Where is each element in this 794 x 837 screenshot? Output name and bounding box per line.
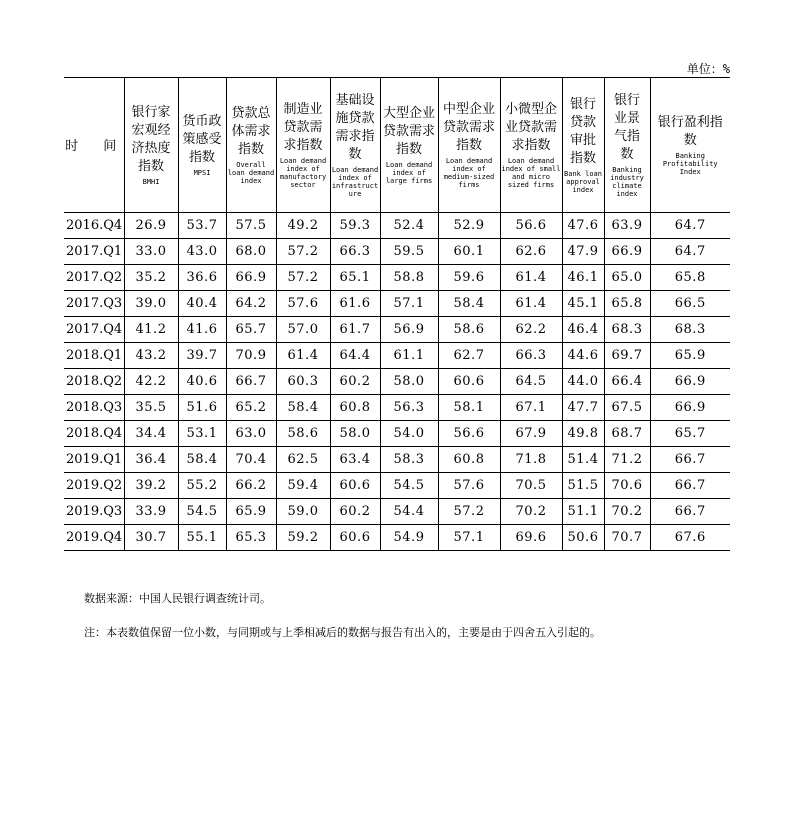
value-cell: 60.8 bbox=[438, 447, 500, 473]
value-cell: 30.7 bbox=[124, 525, 178, 551]
value-cell: 35.5 bbox=[124, 395, 178, 421]
header-cell bbox=[124, 78, 178, 213]
value-cell: 54.0 bbox=[380, 421, 438, 447]
value-cell: 33.0 bbox=[124, 239, 178, 265]
value-cell: 57.2 bbox=[276, 239, 330, 265]
value-cell: 66.9 bbox=[604, 239, 650, 265]
period-cell: 2017.Q3 bbox=[64, 291, 124, 317]
rounding-note: 注：本表数值保留一位小数，与同期或与上季相减后的数据与报告有出入的，主要是由于四舍五入引起的。 bbox=[84, 626, 601, 639]
value-cell: 58.6 bbox=[276, 421, 330, 447]
value-cell: 35.2 bbox=[124, 265, 178, 291]
header-cn: 银行业景气指数 bbox=[613, 93, 640, 162]
value-cell: 65.9 bbox=[650, 343, 730, 369]
header-en: Loan demand index of infrastructure bbox=[331, 166, 379, 198]
period-cell: 2017.Q4 bbox=[64, 317, 124, 343]
value-cell: 70.7 bbox=[604, 525, 650, 551]
value-cell: 53.1 bbox=[178, 421, 226, 447]
value-cell: 49.2 bbox=[276, 213, 330, 239]
value-cell: 54.9 bbox=[380, 525, 438, 551]
header-en: MPSI bbox=[193, 169, 211, 177]
table-row bbox=[64, 447, 730, 473]
value-cell: 58.0 bbox=[330, 421, 380, 447]
period-cell: 2019.Q1 bbox=[64, 447, 124, 473]
value-cell: 61.4 bbox=[500, 265, 562, 291]
value-cell: 64.7 bbox=[650, 213, 730, 239]
table-row bbox=[64, 291, 730, 317]
value-cell: 58.6 bbox=[438, 317, 500, 343]
value-cell: 66.4 bbox=[604, 369, 650, 395]
value-cell: 51.1 bbox=[562, 499, 604, 525]
value-cell: 41.6 bbox=[178, 317, 226, 343]
header-en: Banking industry climate index bbox=[610, 166, 644, 198]
value-cell: 54.5 bbox=[178, 499, 226, 525]
value-cell: 66.3 bbox=[330, 239, 380, 265]
value-cell: 62.7 bbox=[438, 343, 500, 369]
value-cell: 69.6 bbox=[500, 525, 562, 551]
value-cell: 67.5 bbox=[604, 395, 650, 421]
value-cell: 39.7 bbox=[178, 343, 226, 369]
header-row bbox=[64, 78, 730, 213]
header-cn: 小微型企业贷款需求指数 bbox=[504, 102, 557, 153]
value-cell: 62.2 bbox=[500, 317, 562, 343]
value-cell: 41.2 bbox=[124, 317, 178, 343]
value-cell: 52.4 bbox=[380, 213, 438, 239]
value-cell: 33.9 bbox=[124, 499, 178, 525]
value-cell: 68.7 bbox=[604, 421, 650, 447]
value-cell: 54.4 bbox=[380, 499, 438, 525]
header-cell bbox=[438, 78, 500, 213]
value-cell: 66.7 bbox=[226, 369, 276, 395]
table-body bbox=[64, 213, 730, 551]
value-cell: 66.2 bbox=[226, 473, 276, 499]
value-cell: 60.6 bbox=[330, 473, 380, 499]
value-cell: 51.4 bbox=[562, 447, 604, 473]
value-cell: 67.9 bbox=[500, 421, 562, 447]
table-row bbox=[64, 265, 730, 291]
value-cell: 47.6 bbox=[562, 213, 604, 239]
period-cell: 2019.Q2 bbox=[64, 473, 124, 499]
data-table bbox=[64, 77, 730, 551]
value-cell: 56.3 bbox=[380, 395, 438, 421]
unit-label: 单位：% bbox=[686, 62, 730, 76]
header-en: Bank loan approval index bbox=[564, 170, 602, 194]
table-row bbox=[64, 525, 730, 551]
header-cell bbox=[604, 78, 650, 213]
header-cn: 制造业贷款需求指数 bbox=[283, 102, 323, 153]
header-cell bbox=[276, 78, 330, 213]
value-cell: 57.1 bbox=[438, 525, 500, 551]
value-cell: 65.8 bbox=[604, 291, 650, 317]
period-cell: 2019.Q3 bbox=[64, 499, 124, 525]
value-cell: 70.9 bbox=[226, 343, 276, 369]
value-cell: 61.7 bbox=[330, 317, 380, 343]
value-cell: 67.1 bbox=[500, 395, 562, 421]
table-row bbox=[64, 213, 730, 239]
value-cell: 59.3 bbox=[330, 213, 380, 239]
value-cell: 57.5 bbox=[226, 213, 276, 239]
value-cell: 36.4 bbox=[124, 447, 178, 473]
value-cell: 58.4 bbox=[178, 447, 226, 473]
header-cn: 贷款总体需求指数 bbox=[231, 106, 271, 157]
value-cell: 67.6 bbox=[650, 525, 730, 551]
table-row bbox=[64, 239, 730, 265]
value-cell: 43.2 bbox=[124, 343, 178, 369]
header-cn: 大型企业贷款需求指数 bbox=[382, 106, 435, 157]
header-cell bbox=[380, 78, 438, 213]
value-cell: 36.6 bbox=[178, 265, 226, 291]
header-en: Loan demand index of small and micro sized firms bbox=[501, 157, 561, 189]
value-cell: 58.1 bbox=[438, 395, 500, 421]
table-row bbox=[64, 343, 730, 369]
period-cell: 2018.Q2 bbox=[64, 369, 124, 395]
data-source-note: 数据来源：中国人民银行调查统计司。 bbox=[84, 592, 271, 605]
value-cell: 58.3 bbox=[380, 447, 438, 473]
value-cell: 65.7 bbox=[650, 421, 730, 447]
period-cell: 2018.Q1 bbox=[64, 343, 124, 369]
value-cell: 66.9 bbox=[650, 369, 730, 395]
header-cn: 基础设施贷款需求指数 bbox=[335, 93, 375, 162]
value-cell: 57.1 bbox=[380, 291, 438, 317]
value-cell: 61.6 bbox=[330, 291, 380, 317]
value-cell: 59.4 bbox=[276, 473, 330, 499]
value-cell: 39.0 bbox=[124, 291, 178, 317]
header-cn: 银行贷款审批指数 bbox=[569, 97, 596, 166]
value-cell: 58.0 bbox=[380, 369, 438, 395]
value-cell: 59.0 bbox=[276, 499, 330, 525]
value-cell: 39.2 bbox=[124, 473, 178, 499]
value-cell: 68.3 bbox=[650, 317, 730, 343]
value-cell: 42.2 bbox=[124, 369, 178, 395]
header-cn: 银行家宏观经济热度指数 bbox=[131, 105, 171, 174]
value-cell: 68.3 bbox=[604, 317, 650, 343]
value-cell: 57.6 bbox=[276, 291, 330, 317]
value-cell: 57.2 bbox=[438, 499, 500, 525]
header-cell bbox=[650, 78, 730, 213]
value-cell: 66.5 bbox=[650, 291, 730, 317]
value-cell: 62.6 bbox=[500, 239, 562, 265]
value-cell: 55.2 bbox=[178, 473, 226, 499]
value-cell: 46.1 bbox=[562, 265, 604, 291]
value-cell: 40.6 bbox=[178, 369, 226, 395]
value-cell: 63.9 bbox=[604, 213, 650, 239]
header-cell bbox=[500, 78, 562, 213]
value-cell: 40.4 bbox=[178, 291, 226, 317]
header-en: BMHI bbox=[142, 178, 160, 186]
header-cell bbox=[178, 78, 226, 213]
value-cell: 60.3 bbox=[276, 369, 330, 395]
value-cell: 65.0 bbox=[604, 265, 650, 291]
value-cell: 63.4 bbox=[330, 447, 380, 473]
value-cell: 44.6 bbox=[562, 343, 604, 369]
value-cell: 58.4 bbox=[438, 291, 500, 317]
value-cell: 60.6 bbox=[438, 369, 500, 395]
value-cell: 34.4 bbox=[124, 421, 178, 447]
value-cell: 61.4 bbox=[276, 343, 330, 369]
value-cell: 60.1 bbox=[438, 239, 500, 265]
value-cell: 71.8 bbox=[500, 447, 562, 473]
header-en: Loan demand index of manufactory sector bbox=[279, 157, 327, 189]
header-en: Overall loan demand index bbox=[227, 161, 275, 185]
value-cell: 66.7 bbox=[650, 473, 730, 499]
value-cell: 65.3 bbox=[226, 525, 276, 551]
value-cell: 46.4 bbox=[562, 317, 604, 343]
header-cell bbox=[562, 78, 604, 213]
value-cell: 64.2 bbox=[226, 291, 276, 317]
value-cell: 60.8 bbox=[330, 395, 380, 421]
value-cell: 57.2 bbox=[276, 265, 330, 291]
value-cell: 51.6 bbox=[178, 395, 226, 421]
value-cell: 58.8 bbox=[380, 265, 438, 291]
header-cn: 中型企业贷款需求指数 bbox=[442, 102, 495, 153]
value-cell: 62.5 bbox=[276, 447, 330, 473]
value-cell: 58.4 bbox=[276, 395, 330, 421]
header-cn: 货币政策感受指数 bbox=[182, 114, 222, 165]
table-row bbox=[64, 317, 730, 343]
table-row bbox=[64, 473, 730, 499]
value-cell: 70.2 bbox=[604, 499, 650, 525]
header-cell bbox=[330, 78, 380, 213]
value-cell: 51.5 bbox=[562, 473, 604, 499]
value-cell: 69.7 bbox=[604, 343, 650, 369]
period-cell: 2016.Q4 bbox=[64, 213, 124, 239]
value-cell: 56.9 bbox=[380, 317, 438, 343]
value-cell: 61.4 bbox=[500, 291, 562, 317]
value-cell: 45.1 bbox=[562, 291, 604, 317]
period-cell: 2018.Q4 bbox=[64, 421, 124, 447]
period-cell: 2018.Q3 bbox=[64, 395, 124, 421]
value-cell: 59.6 bbox=[438, 265, 500, 291]
table-row bbox=[64, 369, 730, 395]
value-cell: 63.0 bbox=[226, 421, 276, 447]
value-cell: 56.6 bbox=[438, 421, 500, 447]
table-row bbox=[64, 421, 730, 447]
value-cell: 65.9 bbox=[226, 499, 276, 525]
header-cell bbox=[64, 78, 124, 213]
value-cell: 60.2 bbox=[330, 499, 380, 525]
value-cell: 65.2 bbox=[226, 395, 276, 421]
value-cell: 44.0 bbox=[562, 369, 604, 395]
value-cell: 64.7 bbox=[650, 239, 730, 265]
value-cell: 61.1 bbox=[380, 343, 438, 369]
value-cell: 66.7 bbox=[650, 499, 730, 525]
value-cell: 66.3 bbox=[500, 343, 562, 369]
value-cell: 54.5 bbox=[380, 473, 438, 499]
table-row bbox=[64, 395, 730, 421]
period-cell: 2017.Q2 bbox=[64, 265, 124, 291]
header-cn: 银行盈利指数 bbox=[657, 115, 723, 148]
period-cell: 2019.Q4 bbox=[64, 525, 124, 551]
value-cell: 65.8 bbox=[650, 265, 730, 291]
value-cell: 60.2 bbox=[330, 369, 380, 395]
value-cell: 55.1 bbox=[178, 525, 226, 551]
header-cell bbox=[226, 78, 276, 213]
value-cell: 52.9 bbox=[438, 213, 500, 239]
header-en: Banking Profitability Index bbox=[662, 152, 718, 176]
value-cell: 70.5 bbox=[500, 473, 562, 499]
value-cell: 49.8 bbox=[562, 421, 604, 447]
header-en: Loan demand index of medium-sized firms bbox=[443, 157, 495, 189]
header-cn: 时 间 bbox=[65, 139, 123, 154]
value-cell: 47.7 bbox=[562, 395, 604, 421]
value-cell: 68.0 bbox=[226, 239, 276, 265]
value-cell: 70.6 bbox=[604, 473, 650, 499]
value-cell: 57.0 bbox=[276, 317, 330, 343]
value-cell: 43.0 bbox=[178, 239, 226, 265]
value-cell: 70.2 bbox=[500, 499, 562, 525]
value-cell: 66.9 bbox=[226, 265, 276, 291]
value-cell: 59.5 bbox=[380, 239, 438, 265]
value-cell: 64.5 bbox=[500, 369, 562, 395]
value-cell: 70.4 bbox=[226, 447, 276, 473]
value-cell: 65.1 bbox=[330, 265, 380, 291]
value-cell: 57.6 bbox=[438, 473, 500, 499]
header-en: Loan demand index of large firms bbox=[385, 161, 433, 185]
value-cell: 59.2 bbox=[276, 525, 330, 551]
period-cell: 2017.Q1 bbox=[64, 239, 124, 265]
value-cell: 66.7 bbox=[650, 447, 730, 473]
value-cell: 64.4 bbox=[330, 343, 380, 369]
table-row bbox=[64, 499, 730, 525]
value-cell: 53.7 bbox=[178, 213, 226, 239]
value-cell: 50.6 bbox=[562, 525, 604, 551]
value-cell: 65.7 bbox=[226, 317, 276, 343]
value-cell: 47.9 bbox=[562, 239, 604, 265]
value-cell: 56.6 bbox=[500, 213, 562, 239]
value-cell: 60.6 bbox=[330, 525, 380, 551]
value-cell: 26.9 bbox=[124, 213, 178, 239]
value-cell: 71.2 bbox=[604, 447, 650, 473]
value-cell: 66.9 bbox=[650, 395, 730, 421]
